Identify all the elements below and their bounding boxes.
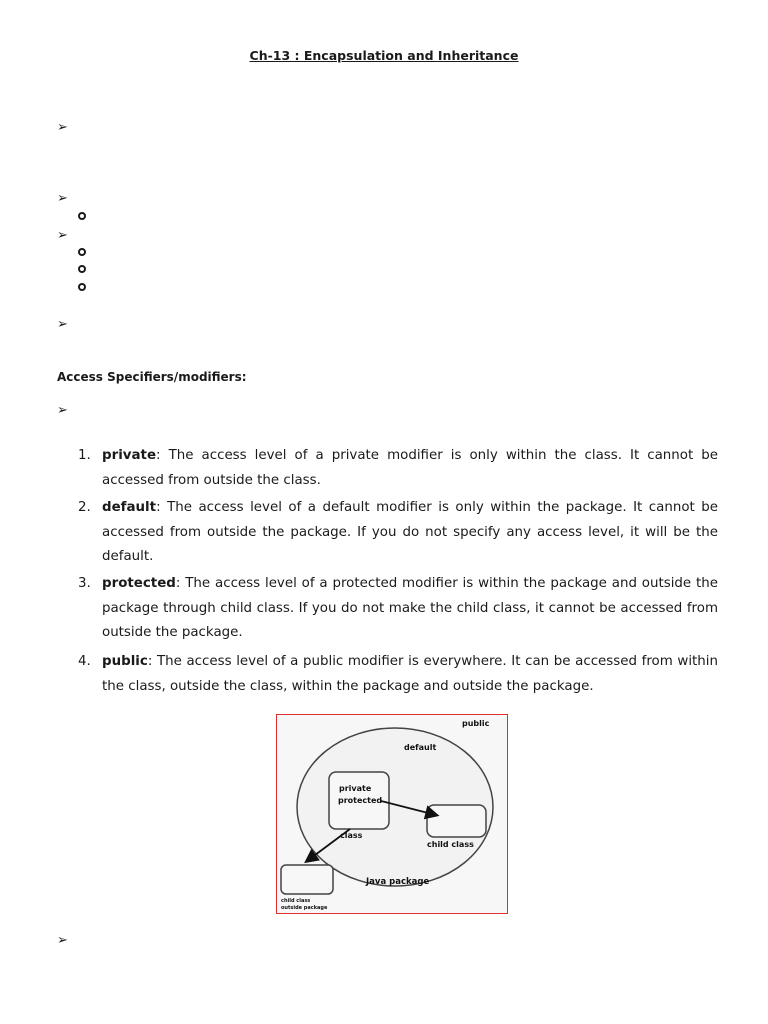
list-item [78,444,718,493]
list-description: : The access level of a public modifier is everywhere. It can be accessed from within the class, outside the class, within the package and outside the package. [102,654,718,694]
list-description: : The access level of a private modifier is only within the class. It cannot be accessed from outside the class. [102,448,718,488]
list-term: private [102,448,157,463]
list-number: 4. [78,654,91,669]
arrow-bullet: ➢ [57,191,68,206]
private-label: private [339,784,372,793]
page-title: Ch-13 : Encapsulation and Inheritance [249,48,519,63]
java-package-label: Java package [366,877,430,887]
section-heading: Access Specifiers/modifiers: [57,370,247,384]
list-description: : The access level of a protected modifier is within the package and outside the package through child class. If you do not make the child class, it cannot be accessed from outside the package. [102,576,718,640]
list-item [78,572,718,646]
diagram-canvas [277,715,506,912]
access-modifier-diagram [276,714,508,914]
class-label: class [340,831,363,840]
outside-child-label-2: outside package [281,905,328,911]
circle-bullet [78,248,86,256]
protected-label: protected [338,796,383,805]
list-item [78,650,718,699]
list-term: default [102,500,157,515]
list-term: public [102,654,148,669]
arrow-bullet: ➢ [57,120,68,135]
circle-bullet [78,265,86,273]
list-number: 1. [78,448,91,463]
list-term: protected [102,576,176,591]
list-item [78,496,718,570]
arrow-bullet: ➢ [57,933,68,948]
circle-bullet [78,212,86,220]
arrow-bullet: ➢ [57,403,68,418]
public-label: public [462,719,490,728]
child-class-label: child class [427,840,474,849]
list-description: : The access level of a default modifier is only within the package. It cannot be accessed from outside the package. If you do not specify any access level, it will be the default. [102,500,718,564]
outside-child-class-box [281,865,333,894]
list-number: 3. [78,576,91,591]
arrow-bullet: ➢ [57,228,68,243]
default-label: default [404,743,437,752]
list-number: 2. [78,500,91,515]
outside-child-label-1: child class [281,898,311,904]
child-class-box [427,805,486,837]
arrow-bullet: ➢ [57,317,68,332]
circle-bullet [78,283,86,291]
